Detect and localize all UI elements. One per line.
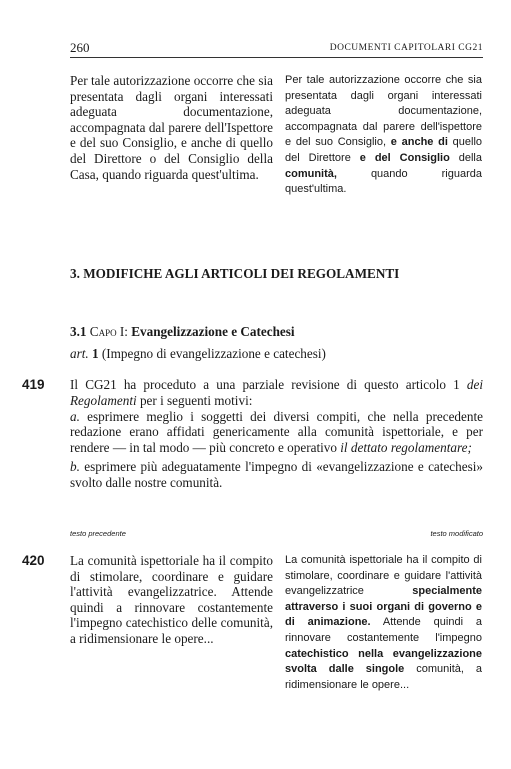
page-header	[70, 38, 483, 58]
margin-number-420: 420	[22, 553, 45, 568]
label-modified-text: testo modificato	[430, 529, 483, 538]
paragraph-420-previous: La comunità ispettoriale ha il compito di stimolare, coordinare e guidare l'attività evangelizzatrice. Attende quindi a rinnovare costantemente l'impegno catechistico delle comunità, a ridimensionare le opere...	[70, 553, 273, 646]
article-heading: art. 1 (Impegno di evangelizzazione e catechesi)	[70, 346, 326, 361]
paragraph-419	[70, 377, 483, 491]
page-number: 260	[70, 40, 90, 55]
previous-text-column: Per tale autorizzazione occorre che sia presentata dagli organi interessati adeguata documentazione, accompagnata dal parere dell'Ispettore e del suo Consiglio, e anche di quello del Direttore o del Consiglio della Casa, quando riguarda quest'ultima.	[70, 73, 273, 182]
margin-number-419: 419	[22, 377, 45, 392]
paragraph-420-modified: La comunità ispettoriale ha il compito di stimolare, coordinare e guidare l'attività evangelizzatrice specialmente attraverso i suoi organi di governo e di animazione. Attende quindi a rinnovare costantemente l'impegno catechistico nella evangelizzazione svolta dalle singole comunità, a ridimensionare le opere...	[285, 554, 482, 691]
modified-text-column: Per tale autorizzazione occorre che sia presentata dagli organi interessati adeguata documentazione, accompagnata dal parere dell'ispettore e del suo Consiglio, e anche di quello del Direttore e del Consiglio della comunità, quando riguarda quest'ultima.	[285, 74, 483, 196]
paragraph-419-intro: Il CG21 ha proceduto a una parziale revisione di questo articolo 1 dei Regolamenti per i seguenti motivi:	[70, 377, 483, 408]
sub-heading: 3.1 Capo I: Evangelizzazione e Catechesi	[70, 324, 295, 339]
label-previous-text: testo precedente	[70, 529, 126, 538]
paragraph-419-item-b: b. esprimere più adeguatamente l'impegno di «evangelizzazione e catechesi» svolto dalle nostre comunità.	[70, 458, 483, 490]
header-rule	[70, 57, 483, 58]
section-heading: 3. MODIFICHE AGLI ARTICOLI DEI REGOLAMENTI	[70, 266, 400, 281]
paragraph-419-item-a: a. esprimere meglio i soggetti dei diversi compiti, che nella precedente redazione erano affidati genericamente alla comunità ispettoriale, e per rendere — in tal modo — più concreto e operativo il dettato regolamentare;	[70, 408, 483, 456]
running-title: DOCUMENTI CAPITOLARI CG21	[329, 43, 483, 53]
